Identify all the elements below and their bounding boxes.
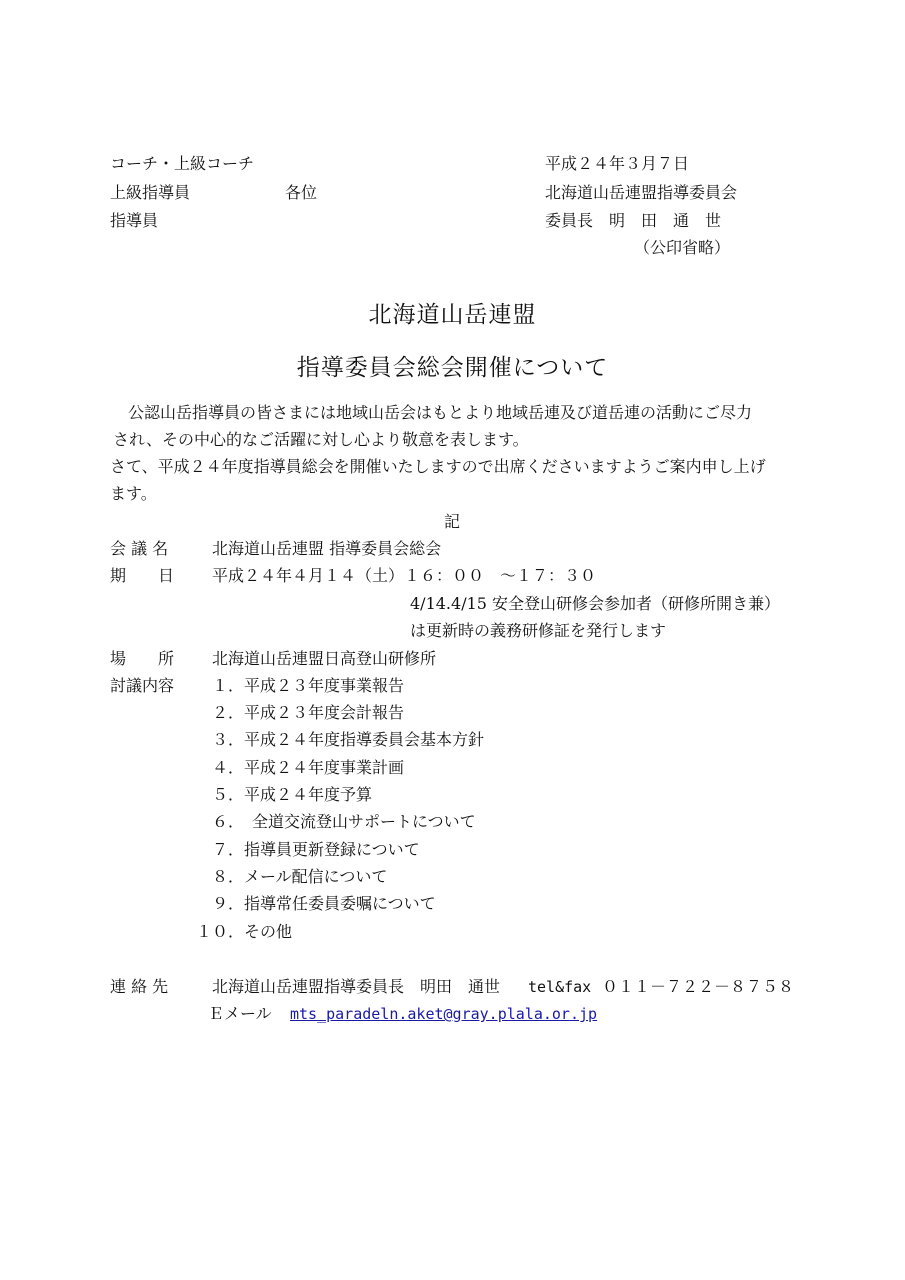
- email-link[interactable]: mts_paradeln.aket@gray.plala.or.jp: [290, 1005, 598, 1023]
- meeting-value: 北海道山岳連盟 指導委員会総会: [212, 539, 442, 558]
- agenda-item: ６． 全道交流登山サポートについて: [212, 812, 476, 831]
- agenda-item: ８．メール配信について: [212, 867, 388, 886]
- letter-date: 平成２４年３月７日: [545, 154, 690, 173]
- recipient-line-2: 上級指導員: [110, 183, 191, 202]
- agenda-item: １０．その他: [196, 922, 293, 941]
- contact-value: 北海道山岳連盟指導委員長 明田 通世: [212, 977, 501, 996]
- meeting-label: 会 議 名: [110, 539, 169, 558]
- agenda-item: ３．平成２４年度指導委員会基本方針: [212, 730, 485, 749]
- date-note-2: は更新時の義務研修証を発行します: [410, 621, 667, 640]
- place-value: 北海道山岳連盟日高登山研修所: [212, 649, 437, 668]
- seal-note: （公印省略）: [634, 238, 731, 257]
- tel-label: tel&fax: [528, 978, 592, 996]
- tel-number: ０１１－７２２－８７５８: [602, 977, 795, 996]
- contact-label: 連 絡 先: [110, 977, 169, 996]
- body-line-2: され、その中心的なご活躍に対し心より敬意を表します。: [113, 430, 529, 449]
- date-value: 平成２４年４月１４（土）１６：００ ～１７：３０: [212, 566, 597, 585]
- date-note-1: 4/14.4/15 安全登山研修会参加者（研修所開き兼）: [410, 594, 781, 613]
- ki-marker: 記: [444, 512, 461, 531]
- agenda-item: ９．指導常任委員委嘱について: [212, 894, 436, 913]
- sender-chair: 委員長 明 田 通 世: [545, 211, 722, 230]
- agenda-item: ７．指導員更新登録について: [212, 840, 420, 859]
- email-label: Ｅメール: [208, 1004, 272, 1023]
- body-line-4: ます。: [110, 484, 157, 503]
- agenda-item: ４．平成２４年度事業計画: [212, 758, 405, 777]
- agenda-item: ２．平成２３年度会計報告: [212, 703, 405, 722]
- place-label: 場 所: [110, 649, 175, 668]
- date-label: 期 日: [110, 566, 175, 585]
- agenda-label: 討議内容: [110, 676, 175, 695]
- agenda-item: １．平成２３年度事業報告: [212, 676, 405, 695]
- body-line-1: 公認山岳指導員の皆さまには地域山岳会はもとより地域岳連及び道岳連の活動にご尽力: [128, 403, 753, 422]
- recipient-line-1: コーチ・上級コーチ: [110, 154, 255, 173]
- sub-title: 指導委員会総会開催について: [296, 355, 609, 381]
- recipient-line-3: 指導員: [110, 211, 159, 230]
- main-title: 北海道山岳連盟: [368, 302, 537, 328]
- recipient-suffix: 各位: [285, 183, 318, 202]
- body-line-3: さて、平成２４年度指導員総会を開催いたしますので出席くださいますようご案内申し上げ: [110, 457, 766, 476]
- sender-org: 北海道山岳連盟指導委員会: [545, 183, 738, 202]
- agenda-item: ５．平成２４年度予算: [212, 785, 373, 804]
